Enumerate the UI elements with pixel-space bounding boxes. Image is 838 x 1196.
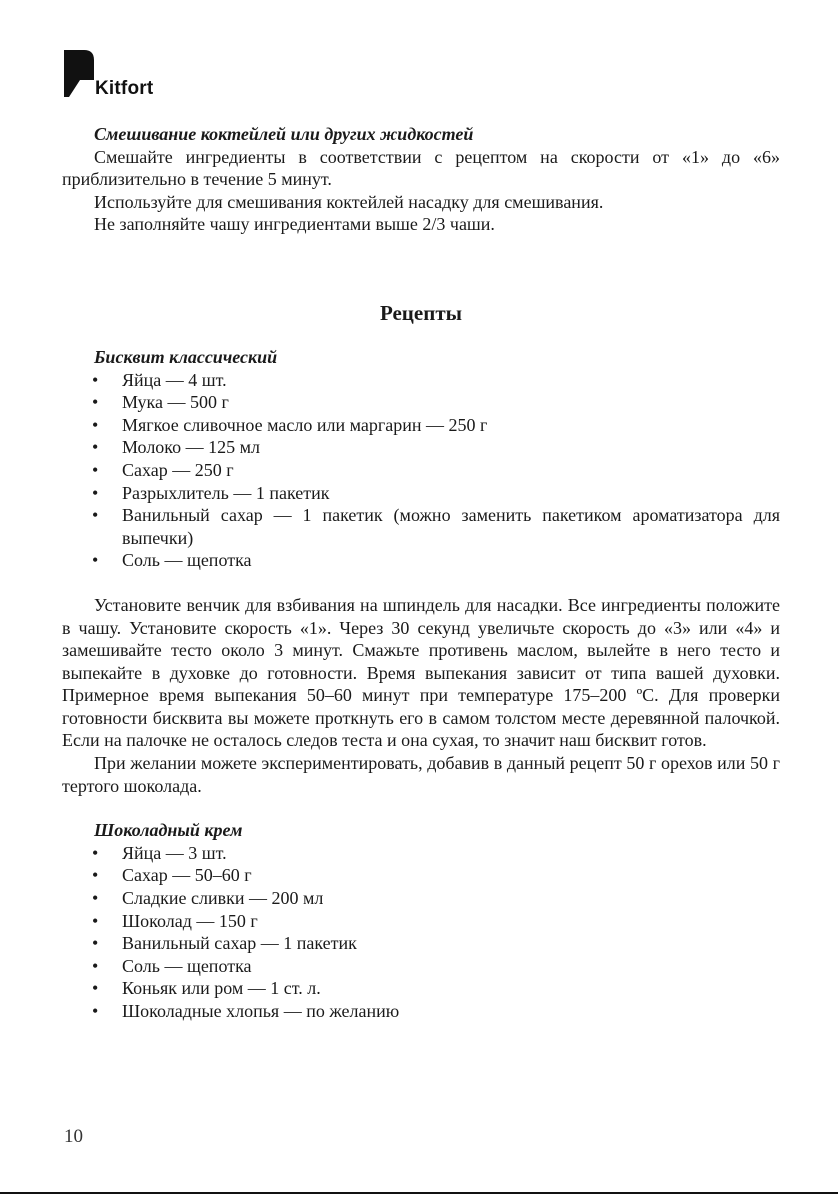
ingredient-item: • Сладкие сливки — 200 мл [92, 888, 324, 909]
mixing-paragraph: Используйте для смешивания коктейлей насадку для смешивания. [94, 191, 604, 212]
mixing-paragraph: Смешайте ингредиенты в соответствии с рецептом на скорости от «1» до «6» приблизительно в течение 5 минут. [62, 146, 780, 190]
kitfort-logo-icon [64, 50, 94, 99]
ingredient-item: • Ванильный сахар — 1 пакетик [92, 933, 357, 954]
bullet: • [92, 933, 99, 954]
ingredient-item: • Коньяк или ром — 1 ст. л. [92, 978, 321, 999]
ingredient-item: • Соль — щепотка [92, 550, 252, 571]
bullet: • [92, 482, 99, 503]
ingredient-item: • Мягкое сливочное масло или маргарин — 250 г [92, 414, 488, 435]
bullet: • [92, 392, 99, 413]
biscuit-variation: При желании можете экспериментировать, добавив в данный рецепт 50 г орехов или 50 г тертого шоколада. [62, 753, 780, 796]
ingredient-item: • Сахар — 250 г [92, 459, 234, 480]
bullet: • [92, 888, 99, 909]
cream-ingredient-list [62, 842, 780, 1023]
section-mixing-title: Смешивание коктейлей или других жидкостей [94, 124, 474, 144]
ingredient-item: • Мука — 500 г [92, 392, 229, 413]
bullet: • [92, 505, 99, 526]
ingredient-item: • Шоколадные хлопья — по желанию [92, 1001, 400, 1021]
ingredient-item: • Ванильный сахар — 1 пакетик (можно заменить пакетиком ароматизатора для выпечки) [92, 505, 780, 548]
bullet: • [92, 437, 99, 458]
mixing-paragraph: Не заполняйте чашу ингредиентами выше 2/3 чаши. [94, 214, 495, 235]
recipes-heading: Рецепты [379, 300, 463, 325]
bottom-divider [0, 1192, 838, 1194]
recipe-biscuit-title: Бисквит классический [94, 346, 278, 367]
page-number: 10 [64, 1126, 83, 1147]
ingredient-item: • Соль — щепотка [92, 955, 252, 976]
ingredient-item: • Яйца — 3 шт. [92, 842, 227, 863]
ingredient-item: • Яйца — 4 шт. [92, 369, 227, 390]
bullet: • [92, 865, 99, 886]
ingredient-item: • Шоколад — 150 г [92, 910, 258, 931]
ingredient-item: • Сахар — 50–60 г [92, 865, 252, 886]
biscuit-ingredient-list [62, 369, 780, 572]
page-content [62, 123, 780, 1023]
ingredient-item: • Разрыхлитель — 1 пакетик [92, 482, 330, 503]
ingredient-item: • Молоко — 125 мл [92, 437, 261, 458]
bullet: • [92, 459, 99, 480]
bullet: • [92, 369, 99, 390]
bullet: • [92, 910, 99, 931]
biscuit-instructions: Установите венчик для взбивания на шпиндель для насадки. Все ингредиенты положите в чашу. Установите скорость «1». Через 30 секунд увеличьте скорость до «3» или «4» и замешивайте тесто около 3 минут. Смажьте противень маслом, вылейте в него тесто и выпекайте в духовке до готовности. Время выпекания зависит от типа вашей духовки. Примерное время выпекания 50–60 минут при температуре 175–200 ºС. Для проверки готовности бисквита вы можете проткнуть его в самом толстом месте деревянной палочкой. Если на палочке не осталось следов теста и она сухая, то значит наш бисквит готов. [62, 594, 780, 751]
recipe-cream-title: Шоколадный крем [94, 820, 243, 841]
bullet: • [92, 978, 99, 999]
bullet: • [92, 842, 99, 863]
bullet: • [92, 955, 99, 976]
brand-name: Kitfort [95, 78, 154, 99]
bullet: • [92, 414, 99, 435]
bullet: • [92, 550, 99, 571]
bullet: • [92, 1001, 99, 1021]
